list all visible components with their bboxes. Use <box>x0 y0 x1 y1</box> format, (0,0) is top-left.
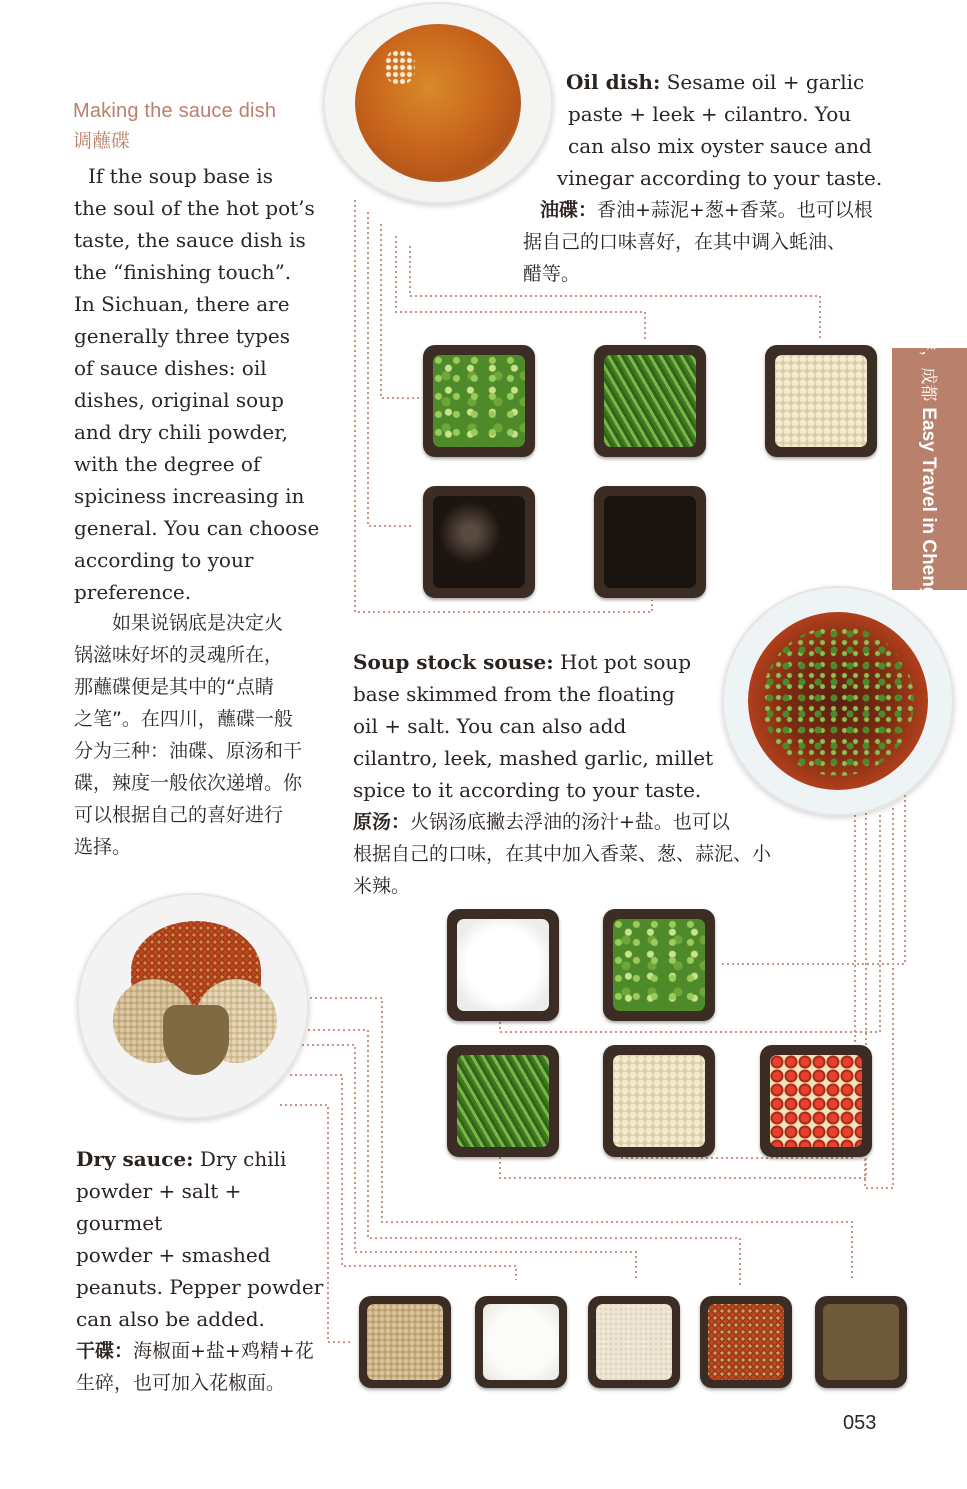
pepper-powder-dish-photo <box>815 1296 907 1388</box>
intro-line: spiciness increasing in <box>74 484 305 508</box>
intro-line: preference. <box>74 580 192 604</box>
soup-line-zh: 原汤：火锅汤底撇去浮油的汤汁+盐。也可以 <box>353 811 730 833</box>
dry-line: powder + smashed <box>76 1243 271 1267</box>
dry-line: Dry sauce: Dry chili <box>76 1147 287 1171</box>
oil-line-zh: 据自己的口味喜好，在其中调入蚝油、 <box>523 231 847 253</box>
soup-line-zh: 米辣。 <box>353 875 411 897</box>
intro-line-zh: 碟，辣度一般依次递增。你 <box>74 772 303 794</box>
intro-line-zh: 那蘸碟便是其中的“点睛 <box>74 676 274 698</box>
intro-line-zh: 可以根据自己的喜好进行 <box>74 804 284 826</box>
soup-line-zh: 根据自己的口味，在其中加入香菜、葱、蒜泥、小 <box>353 843 772 865</box>
oil-dish-bowl-photo <box>323 2 553 204</box>
oil-dish-label-zh: 油碟： <box>540 199 598 221</box>
side-tab-text <box>917 316 943 621</box>
soup-line: base skimmed from the floating <box>353 682 675 706</box>
oil-line-zh: 醋等。 <box>523 263 581 285</box>
intro-line-zh: 之笔”。在四川，蘸碟一般 <box>74 708 293 730</box>
intro-line: generally three types <box>74 324 291 348</box>
gourmet-powder-dish-photo <box>588 1296 680 1388</box>
vinegar-dish-photo <box>594 486 706 598</box>
leek-dish-photo <box>423 345 535 457</box>
intro-line: dishes, original soup <box>74 388 284 412</box>
intro-line-zh: 选择。 <box>74 836 132 858</box>
soup-stock-description <box>353 646 793 902</box>
side-tab-en: Easy Travel in Chengdu <box>917 407 939 622</box>
side-tab-zh: 悠游，成都 <box>917 316 938 402</box>
oil-line: vinegar according to your taste. <box>557 166 883 190</box>
millet-spice-dish-photo <box>760 1045 872 1157</box>
dry-sauce-bowl-photo <box>77 893 309 1119</box>
intro-line: of sauce dishes: oil <box>74 356 267 380</box>
dry-line-zh: 生碎，也可加入花椒面。 <box>76 1372 286 1394</box>
intro-line: In Sichuan, there are <box>74 292 290 316</box>
soup-stock-label: Soup stock souse: <box>353 650 554 674</box>
intro-line-zh: 分为三种：油碟、原汤和干 <box>74 740 303 762</box>
dry-line: can also be added. <box>76 1307 265 1331</box>
intro-line-zh: 如果说锅底是决定火 <box>74 612 284 634</box>
soup-line: cilantro, leek, mashed garlic, millet <box>353 746 714 770</box>
leek-dish-photo <box>603 909 715 1021</box>
intro-line: If the soup base is <box>88 164 273 188</box>
intro-line: and dry chili powder, <box>74 420 288 444</box>
dry-sauce-label: Dry sauce: <box>76 1147 194 1171</box>
oil-dish-description <box>523 66 888 290</box>
cilantro-dish-photo <box>594 345 706 457</box>
page-number: 053 <box>843 1412 877 1434</box>
oil-line-zh: 油碟：香油+蒜泥+葱+香菜。也可以根 <box>540 199 873 221</box>
intro-line: with the degree of <box>74 452 261 476</box>
soup-line: Soup stock souse: Hot pot soup <box>353 650 692 674</box>
salt-dish-photo <box>447 909 559 1021</box>
soup-line: spice to it according to your taste. <box>353 778 702 802</box>
oil-line: Oil dish: Sesame oil + garlic <box>566 70 865 94</box>
dry-sauce-label-zh: 干碟： <box>76 1340 134 1362</box>
salt-dish-photo <box>475 1296 567 1388</box>
dry-sauce-description <box>76 1143 331 1399</box>
side-tab <box>892 316 967 622</box>
soup-line: oil + salt. You can also add <box>353 714 627 738</box>
oyster-sauce-dish-photo <box>423 486 535 598</box>
oil-dish-label: Oil dish: <box>566 70 661 94</box>
cilantro-dish-photo <box>447 1045 559 1157</box>
soup-stock-label-zh: 原汤： <box>353 811 411 833</box>
intro-line: according to your <box>74 548 254 572</box>
smashed-peanuts-dish-photo <box>359 1296 451 1388</box>
dry-line-zh: 干碟：海椒面+盐+鸡精+花 <box>76 1340 314 1362</box>
oil-line: can also mix oyster sauce and <box>568 134 872 158</box>
dry-chili-powder-dish-photo <box>700 1296 792 1388</box>
intro-line-zh: 锅滋味好坏的灵魂所在， <box>74 644 284 666</box>
intro-line: the “finishing touch”. <box>74 260 292 284</box>
section-heading-en: Making the sauce dish <box>73 100 277 122</box>
intro-line: the soul of the hot pot’s <box>74 196 315 220</box>
garlic-paste-dish-photo <box>765 345 877 457</box>
dry-line: peanuts. Pepper powder <box>76 1275 324 1299</box>
section-heading-zh: 调蘸碟 <box>73 130 131 152</box>
intro-line: taste, the sauce dish is <box>74 228 306 252</box>
mashed-garlic-dish-photo <box>603 1045 715 1157</box>
intro-line: general. You can choose <box>74 516 320 540</box>
dry-line: powder + salt + gourmet <box>76 1179 242 1235</box>
oil-line: paste + leek + cilantro. You <box>568 102 852 126</box>
